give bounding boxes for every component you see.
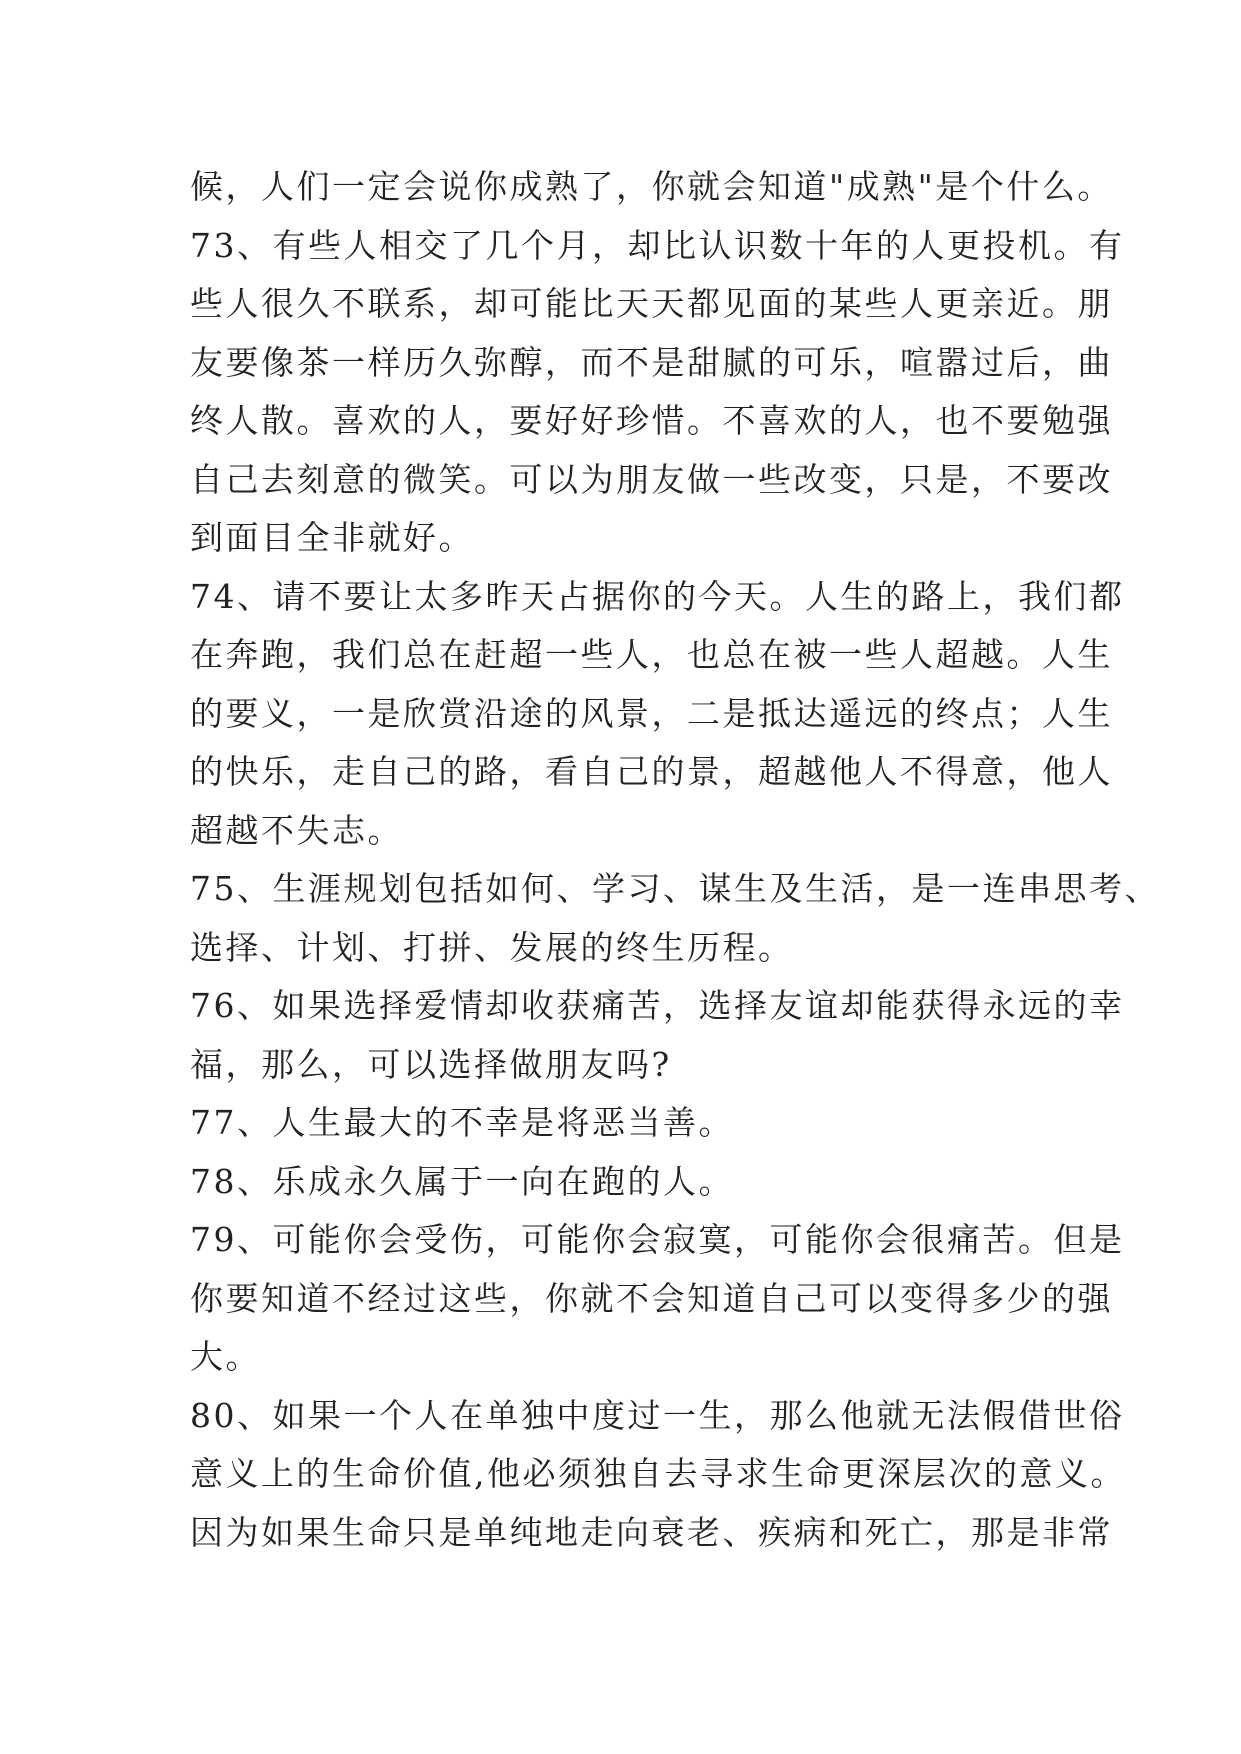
text-line: 超越不失志。 (190, 810, 403, 850)
text-line: 79、可能你会受伤，可能你会寂寞，可能你会很痛苦。但是 (190, 1220, 1125, 1259)
text-line: 的快乐，走自己的路，看自己的景，超越他人不得意，他人 (190, 752, 1113, 791)
text-line: 73、有些人相交了几个月，却比认识数十年的人更投机。有 (190, 225, 1125, 265)
text-line: 福，那么，可以选择做朋友吗? (190, 1044, 672, 1084)
text-line: 77、人生最大的不幸是将恶当善。 (190, 1103, 734, 1142)
text-line: 76、如果选择爱情却收获痛苦，选择友谊却能获得永远的幸 (190, 986, 1125, 1025)
text-line: 78、乐成永久属于一向在跑的人。 (190, 1161, 734, 1201)
text-line: 大。 (190, 1337, 261, 1376)
text-line: 因为如果生命只是单纯地走向衰老、疾病和死亡，那是非常 (190, 1512, 1113, 1552)
text-line: 75、生涯规划包括如何、学习、谋生及生活，是一连串思考、 (190, 869, 1160, 908)
text-line: 你要知道不经过这些，你就不会知道自己可以变得多少的强 (190, 1278, 1113, 1318)
text-line: 候，人们一定会说你成熟了，你就会知道"成熟"是个什么。 (190, 167, 1113, 206)
text-line: 到面目全非就好。 (190, 518, 474, 557)
text-line: 74、请不要让太多昨天占据你的今天。人生的路上，我们都 (190, 576, 1125, 616)
text-line: 自己去刻意的微笑。可以为朋友做一些改变，只是，不要改 (190, 459, 1113, 499)
text-line: 终人散。喜欢的人，要好好珍惜。不喜欢的人，也不要勉强 (190, 401, 1113, 440)
text-line: 意义上的生命价值,他必须独自去寻求生命更深层次的意义。 (190, 1454, 1126, 1493)
text-line: 友要像茶一样历久弥醇，而不是甜腻的可乐，喧嚣过后，曲 (190, 342, 1113, 382)
text-line: 在奔跑，我们总在赶超一些人，也总在被一些人超越。人生 (190, 635, 1113, 674)
text-line: 些人很久不联系，却可能比天天都见面的某些人更亲近。朋 (190, 284, 1113, 323)
text-line: 选择、计划、打拼、发展的终生历程。 (190, 927, 794, 967)
document-body (190, 158, 1160, 1562)
text-line: 80、如果一个人在单独中度过一生，那么他就无法假借世俗 (190, 1395, 1125, 1435)
text-line: 的要义，一是欣赏沿途的风景，二是抵达遥远的终点；人生 (190, 693, 1113, 733)
